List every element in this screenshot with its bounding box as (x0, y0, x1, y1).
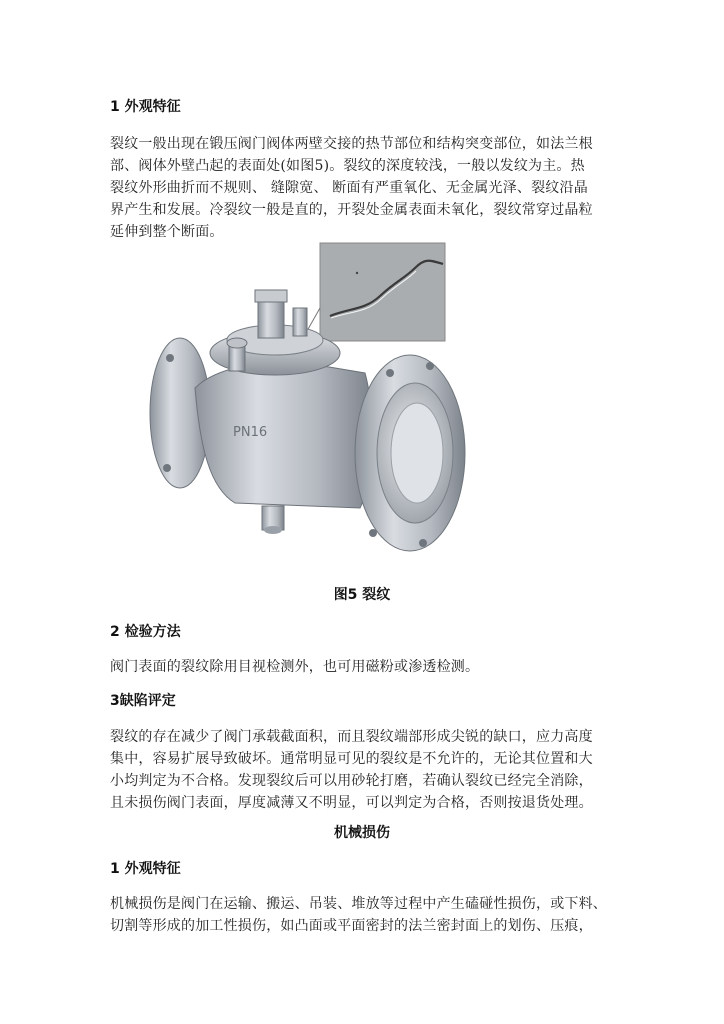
section-3-paragraph (110, 726, 615, 814)
text-line: 且未损伤阀门表面，厚度减薄又不明显，可以判定为合格，否则按退货处理。 (110, 795, 593, 811)
text-line: 部、阀体外壁凸起的表面处(如图5)。裂纹的深度较浅，一般以发纹为主。热 (110, 158, 585, 174)
text-line: 延伸到整个断面。 (110, 224, 224, 240)
section-4-heading: 1 外观特征 (110, 861, 181, 877)
crack-closeup-inset (320, 243, 445, 341)
text-line: 阀门表面的裂纹除用目视检测外，也可用磁粉或渗透检测。 (110, 659, 480, 675)
text-line: 界产生和发展。冷裂纹一般是直的，开裂处金属表面未氧化，裂纹常穿过晶粒 (110, 202, 593, 218)
text-line: 切割等形成的加工性损伤，如凸面或平面密封的法兰密封面上的划伤、压痕， (110, 918, 593, 934)
text-line: 裂纹一般出现在锻压阀门阀体两壁交接的热节部位和结构突变部位，如法兰根 (110, 136, 593, 152)
text-line: 集中，容易扩展导致破坏。通常明显可见的裂纹是不允许的，无论其位置和大 (110, 751, 593, 767)
section-title-mechanical-damage: 机械损伤 (334, 825, 390, 841)
text-line: 机械损伤是阀门在运输、搬运、吊装、堆放等过程中产生磕碰性损伤，或下料、 (110, 896, 607, 912)
text-line: 裂纹外形曲折而不规则、 缝隙宽、 断面有严重氧化、无金属光泽、裂纹沿晶 (110, 180, 588, 196)
valve-crack-figure (125, 238, 585, 568)
text-line: 裂纹的存在减少了阀门承载截面积，而且裂纹端部形成尖锐的缺口，应力高度 (110, 729, 593, 745)
text-line: 小均判定为不合格。发现裂纹后可以用砂轮打磨，若确认裂纹已经完全消除， (110, 773, 593, 789)
section-2-paragraph (110, 656, 615, 678)
section-4-paragraph (110, 893, 615, 937)
section-1-paragraph (110, 133, 615, 243)
section-2-heading: 2 检验方法 (110, 624, 181, 640)
valve-marking: PN16 (233, 425, 268, 440)
valve-image (125, 238, 585, 568)
section-1-heading: 1 外观特征 (110, 99, 181, 115)
section-3-heading: 3缺陷评定 (110, 693, 176, 709)
figure-caption: 图5 裂纹 (333, 587, 391, 603)
